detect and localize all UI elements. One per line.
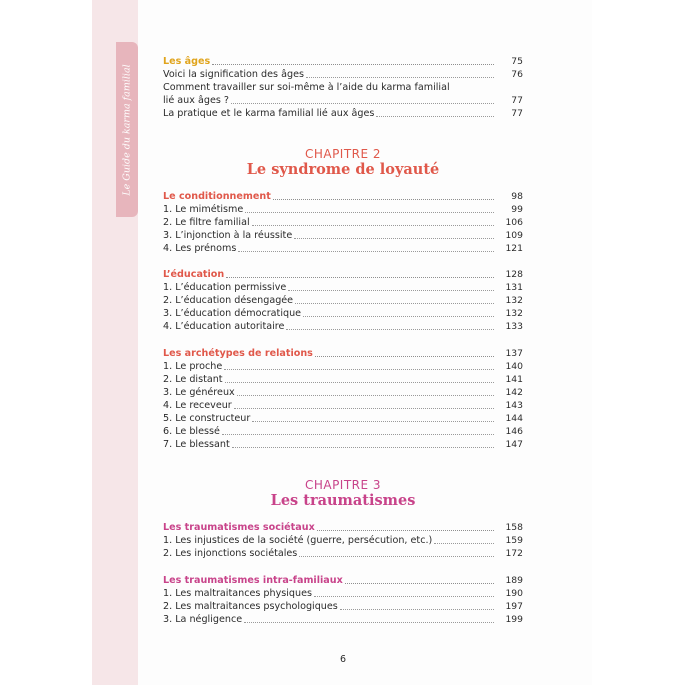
toc-entry xyxy=(163,399,523,412)
toc-leader-dots xyxy=(231,94,494,104)
toc-entry-label: 5. Le constructeur xyxy=(163,413,251,424)
toc-entry-label: 1. Le mimétisme xyxy=(163,204,244,215)
toc-entry xyxy=(163,360,523,373)
toc-entry-label: L’éducation xyxy=(163,269,225,280)
toc-entry xyxy=(163,600,523,613)
toc-entry-page: 172 xyxy=(505,548,523,559)
toc-entry-page: 128 xyxy=(505,269,523,280)
toc-leader-dots xyxy=(226,268,494,278)
toc-entry xyxy=(163,81,523,94)
toc-entry-label: 3. Le généreux xyxy=(163,387,235,398)
toc-entry-label: 2. L’éducation désengagée xyxy=(163,295,294,306)
toc-entry xyxy=(163,534,523,547)
toc-leader-dots xyxy=(225,373,494,383)
toc-entry-label: 1. L’éducation permissive xyxy=(163,282,287,293)
toc-entry-label: 4. Les prénoms xyxy=(163,243,237,254)
toc-leader-dots xyxy=(232,438,494,448)
toc-leader-dots xyxy=(340,600,494,610)
toc-entry-page: 147 xyxy=(505,439,523,450)
toc-leader-dots xyxy=(238,242,494,252)
toc-entry-page: 158 xyxy=(505,522,523,533)
chapter3-label: CHAPITRE 3 xyxy=(304,478,382,492)
toc-entry-page: 77 xyxy=(511,95,523,106)
toc-leader-dots xyxy=(252,412,494,422)
toc-leader-dots xyxy=(273,190,494,200)
toc-entry-label: lié aux âges ? xyxy=(163,95,229,106)
toc-entry-page: 144 xyxy=(505,413,523,424)
toc-leader-dots xyxy=(306,68,494,78)
toc-entry xyxy=(163,438,523,451)
toc-entry xyxy=(163,587,523,600)
toc-entry-label: 4. Le receveur xyxy=(163,400,232,411)
toc-entry xyxy=(163,412,523,425)
toc-entry xyxy=(163,281,523,294)
toc-entry xyxy=(163,386,523,399)
toc-leader-dots xyxy=(244,613,494,623)
toc-entry-page: 143 xyxy=(505,400,523,411)
toc-leader-dots xyxy=(288,281,494,291)
toc-entry-label: Les archétypes de relations xyxy=(163,348,313,359)
toc-entry xyxy=(163,425,523,438)
toc-leader-dots xyxy=(345,574,494,584)
toc-entry-label: 7. Le blessant xyxy=(163,439,230,450)
toc-entry xyxy=(163,107,523,120)
toc-entry xyxy=(163,373,523,386)
toc-entry xyxy=(163,613,523,626)
toc-leader-dots xyxy=(237,386,494,396)
toc-entry-label: 2. Le distant xyxy=(163,374,223,385)
toc-entry-label: Les traumatismes sociétaux xyxy=(163,522,315,533)
toc-entry-label: La pratique et le karma familial lié aux âges xyxy=(163,108,375,119)
toc-entry-page: 142 xyxy=(505,387,523,398)
toc-entry-page: 137 xyxy=(505,348,523,359)
toc-leader-dots xyxy=(252,216,494,226)
running-title: Le Guide du karma familial xyxy=(121,64,133,196)
toc-entry-label: 1. Les injustices de la société (guerre, persécution, etc.) xyxy=(163,535,433,546)
toc-entry-page: 140 xyxy=(505,361,523,372)
toc-section-heading xyxy=(163,55,523,68)
toc-entry-label: 6. Le blessé xyxy=(163,426,220,437)
chapter2-title: Le syndrome de loyauté xyxy=(246,161,440,178)
toc-entry-page: 197 xyxy=(505,601,523,612)
toc-leader-dots xyxy=(295,294,494,304)
toc-entry-page: 77 xyxy=(511,108,523,119)
toc-leader-dots xyxy=(434,534,494,544)
toc-section-heading xyxy=(163,268,523,281)
toc-entry-label: 2. Le filtre familial xyxy=(163,217,250,228)
toc-leader-dots xyxy=(286,320,494,330)
toc-entry-page: 98 xyxy=(511,191,523,202)
toc-entry-label: 4. L’éducation autoritaire xyxy=(163,321,285,332)
toc-entry-label: 3. L’injonction à la réussite xyxy=(163,230,293,241)
toc-leader-dots xyxy=(294,229,494,239)
toc-entry xyxy=(163,320,523,333)
toc-entry-page: 132 xyxy=(505,295,523,306)
toc-entry-label: 1. Le proche xyxy=(163,361,223,372)
toc-section-heading xyxy=(163,190,523,203)
toc-leader-dots xyxy=(299,547,494,557)
toc-leader-dots xyxy=(212,55,494,65)
toc-entry-page: 159 xyxy=(505,535,523,546)
toc-entry-page: 146 xyxy=(505,426,523,437)
toc-entry-label: 3. L’éducation démocratique xyxy=(163,308,302,319)
toc-entry-page: 106 xyxy=(505,217,523,228)
toc-entry xyxy=(163,294,523,307)
toc-entry xyxy=(163,307,523,320)
toc-leader-dots xyxy=(376,107,494,117)
chapter2-label: CHAPITRE 2 xyxy=(304,147,382,161)
toc-entry xyxy=(163,547,523,560)
toc-entry-page: 99 xyxy=(511,204,523,215)
toc-entry xyxy=(163,203,523,216)
toc-leader-dots xyxy=(234,399,494,409)
toc-section-heading xyxy=(163,347,523,360)
toc-entry xyxy=(163,216,523,229)
chapter3-title: Les traumatismes xyxy=(270,492,416,509)
toc-entry-label: Voici la signification des âges xyxy=(163,69,304,80)
toc-entry-page: 190 xyxy=(505,588,523,599)
toc-leader-dots xyxy=(315,347,494,357)
toc-entry xyxy=(163,229,523,242)
toc-entry-page: 189 xyxy=(505,575,523,586)
toc-leader-dots xyxy=(222,425,494,435)
toc-entry xyxy=(163,242,523,255)
toc-leader-dots xyxy=(245,203,494,213)
toc-entry-page: 133 xyxy=(505,321,523,332)
toc-entry-page: 132 xyxy=(505,308,523,319)
toc-entry-label: Le conditionnement xyxy=(163,191,271,202)
toc-entry-page: 141 xyxy=(505,374,523,385)
toc-entry-label: 2. Les maltraitances psychologiques xyxy=(163,601,338,612)
toc-entry-page: 76 xyxy=(511,69,523,80)
toc-entry-page: 109 xyxy=(505,230,523,241)
toc-entry-label: Les traumatismes intra-familiaux xyxy=(163,575,343,586)
toc-section-heading xyxy=(163,574,523,587)
toc-entry xyxy=(163,94,523,107)
toc-entry-label: 2. Les injonctions sociétales xyxy=(163,548,298,559)
toc-entry-page: 131 xyxy=(505,282,523,293)
toc-leader-dots xyxy=(314,587,494,597)
toc-entry-label: Comment travailler sur soi-même à l’aide du karma familial xyxy=(163,82,450,93)
toc-entry-page: 199 xyxy=(505,614,523,625)
toc-leader-dots xyxy=(303,307,494,317)
toc-entry-page: 75 xyxy=(511,56,523,67)
toc-entry-label: Les âges xyxy=(163,56,211,67)
toc-leader-dots xyxy=(224,360,494,370)
toc-leader-dots xyxy=(317,521,494,531)
toc-section-heading xyxy=(163,521,523,534)
page-number: 6 xyxy=(339,654,347,665)
toc-entry-page xyxy=(497,81,523,94)
toc-leader-dots xyxy=(452,81,494,91)
toc-entry-page: 121 xyxy=(505,243,523,254)
toc-entry xyxy=(163,68,523,81)
toc-entry-label: 3. La négligence xyxy=(163,614,243,625)
toc-entry-label: 1. Les maltraitances physiques xyxy=(163,588,312,599)
